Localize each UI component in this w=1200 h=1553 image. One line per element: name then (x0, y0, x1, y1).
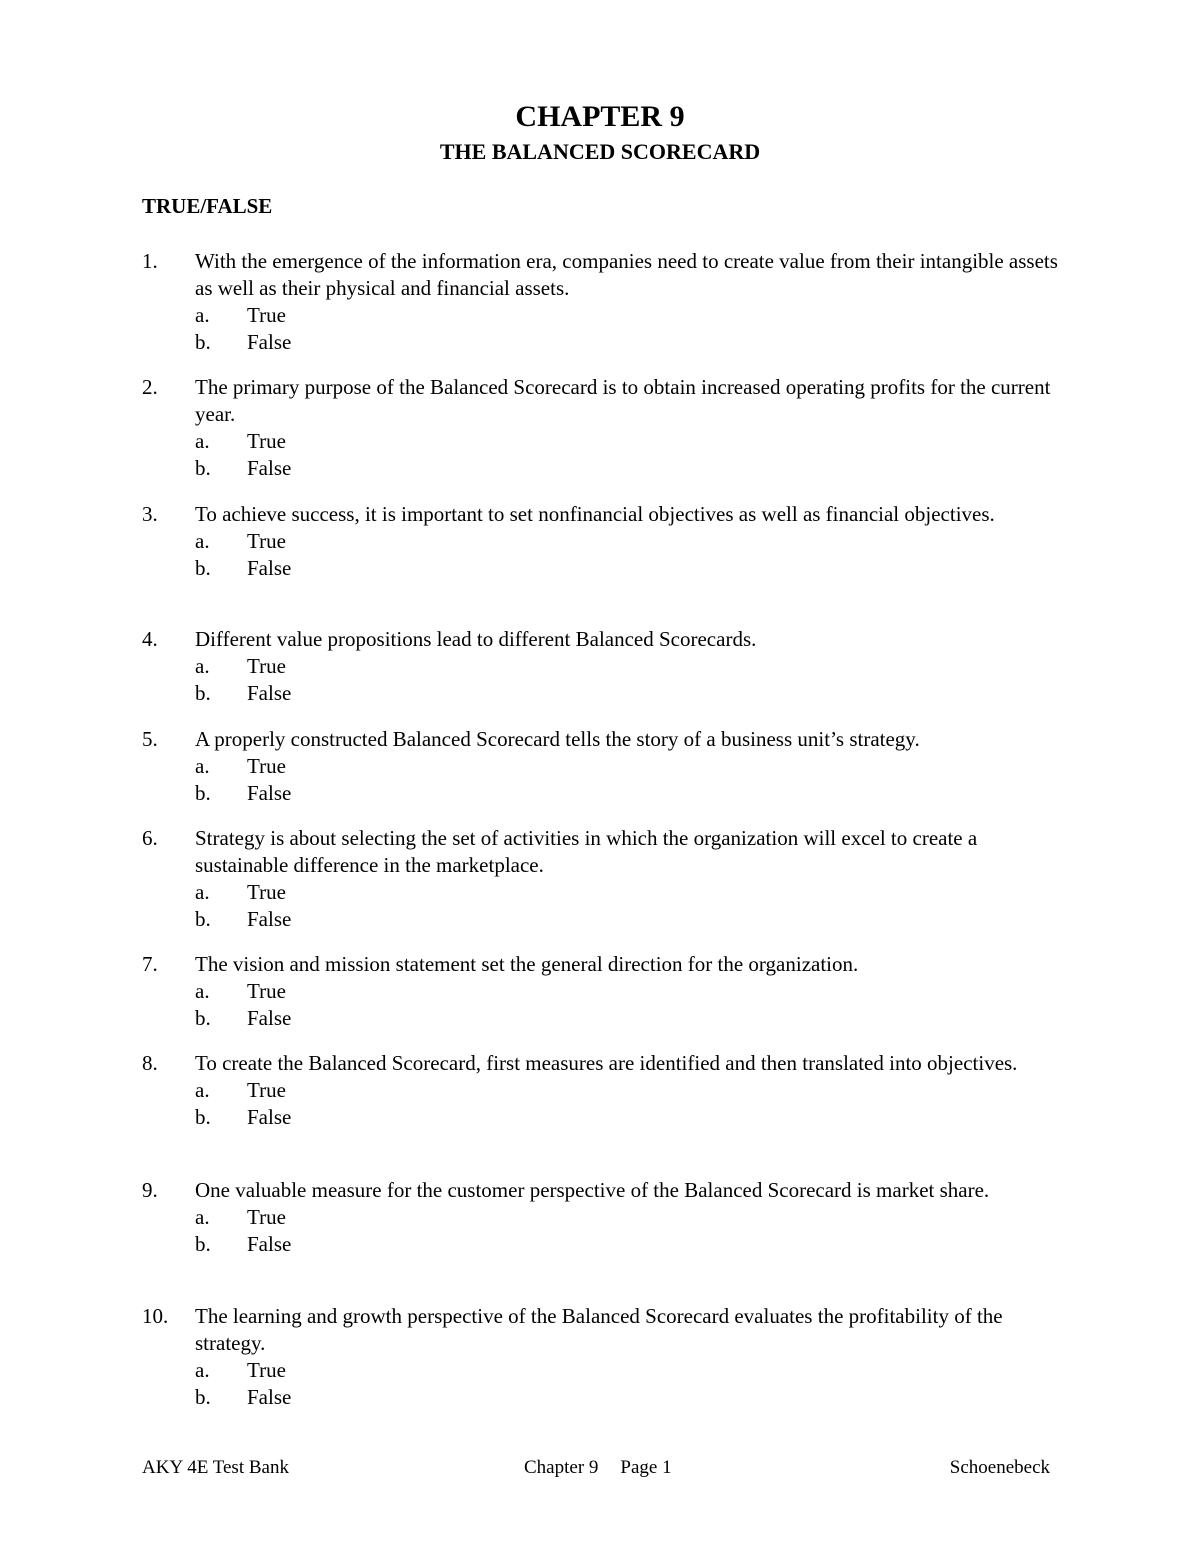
choice-text: False (247, 330, 292, 354)
question-1 (142, 248, 1062, 356)
question-number: 5. (142, 727, 158, 751)
choice-letter: a. (195, 529, 210, 553)
choice-a (195, 1357, 1062, 1384)
question-number: 3. (142, 502, 158, 526)
question-text: To create the Balanced Scorecard, first measures are identified and then translated into objectives. (195, 1051, 1018, 1075)
question-text: Different value propositions lead to different Balanced Scorecards. (195, 627, 757, 651)
choice-letter: b. (195, 330, 211, 354)
question-number: 10. (142, 1304, 169, 1328)
choice-a (195, 1204, 1062, 1231)
choice-text: False (247, 907, 292, 931)
choice-a (195, 302, 1062, 329)
footer-book-title: AKY 4E Test Bank (142, 1457, 289, 1478)
choice-text: True (247, 979, 286, 1003)
choice-b (195, 1384, 1062, 1411)
choice-b (195, 1005, 1062, 1032)
choice-a (195, 428, 1062, 455)
question-10 (142, 1303, 1062, 1411)
choice-letter: b. (195, 1232, 211, 1256)
chapter-subtitle: THE BALANCED SCORECARD (439, 139, 761, 164)
question-text: With the emergence of the information era, companies need to create value from their intangible assets as well as their physical and financial assets. (195, 249, 1058, 300)
choice-letter: a. (195, 754, 210, 778)
choice-letter: b. (195, 1105, 211, 1129)
footer-author: Schoenebeck (949, 1457, 1050, 1478)
choice-letter: a. (195, 880, 210, 904)
choice-letter: a. (195, 429, 210, 453)
choice-text: True (247, 429, 286, 453)
choice-text: False (247, 781, 292, 805)
question-6 (142, 825, 1062, 933)
choice-a (195, 1077, 1062, 1104)
choice-a (195, 528, 1062, 555)
choice-b (195, 329, 1062, 356)
chapter-title: CHAPTER 9 (515, 100, 685, 133)
choice-letter: b. (195, 556, 211, 580)
choice-letter: a. (195, 1205, 210, 1229)
choice-b (195, 680, 1062, 707)
question-number: 4. (142, 627, 158, 651)
question-4 (142, 626, 1062, 707)
choice-a (195, 978, 1062, 1005)
choice-text: False (247, 1105, 292, 1129)
choice-b (195, 906, 1062, 933)
choice-b (195, 455, 1062, 482)
question-number: 6. (142, 826, 158, 850)
choice-letter: b. (195, 1385, 211, 1409)
choice-text: True (247, 1205, 286, 1229)
question-number: 8. (142, 1051, 158, 1075)
choice-letter: a. (195, 1358, 210, 1382)
question-2 (142, 374, 1062, 482)
choice-text: True (247, 1078, 286, 1102)
question-number: 7. (142, 952, 158, 976)
choice-text: True (247, 754, 286, 778)
question-text: One valuable measure for the customer perspective of the Balanced Scorecard is market share. (195, 1178, 990, 1202)
choice-letter: a. (195, 654, 210, 678)
choice-letter: a. (195, 1078, 210, 1102)
choice-b (195, 1104, 1062, 1131)
question-5 (142, 726, 1062, 807)
choice-text: False (247, 1232, 292, 1256)
question-7 (142, 951, 1062, 1032)
footer-page-number: Page 1 (620, 1457, 672, 1478)
choice-a (195, 653, 1062, 680)
question-text: To achieve success, it is important to set nonfinancial objectives as well as financial objectives. (195, 502, 995, 526)
question-text: The vision and mission statement set the general direction for the organization. (195, 952, 859, 976)
choice-b (195, 780, 1062, 807)
question-number: 2. (142, 375, 158, 399)
question-number: 9. (142, 1178, 158, 1202)
choice-letter: a. (195, 303, 210, 327)
choice-text: True (247, 1358, 286, 1382)
question-text: The learning and growth perspective of the Balanced Scorecard evaluates the profitability of the strategy. (195, 1304, 1003, 1355)
choice-text: False (247, 1006, 292, 1030)
question-8 (142, 1050, 1062, 1131)
choice-letter: a. (195, 979, 210, 1003)
question-text: A properly constructed Balanced Scorecard tells the story of a business unit’s strategy. (195, 727, 920, 751)
footer-chapter: Chapter 9 (524, 1457, 599, 1478)
choice-letter: b. (195, 456, 211, 480)
choice-text: True (247, 880, 286, 904)
question-number: 1. (142, 249, 158, 273)
question-text: Strategy is about selecting the set of activities in which the organization will excel to create a sustainable difference in the marketplace. (195, 826, 978, 877)
choice-letter: b. (195, 907, 211, 931)
choice-text: True (247, 303, 286, 327)
question-text: The primary purpose of the Balanced Scorecard is to obtain increased operating profits for the current year. (195, 375, 1051, 426)
choice-b (195, 1231, 1062, 1258)
footer-page-info (524, 1456, 672, 1480)
question-3 (142, 501, 1062, 582)
choice-text: False (247, 681, 292, 705)
choice-letter: b. (195, 681, 211, 705)
choice-text: True (247, 529, 286, 553)
choice-letter: b. (195, 1006, 211, 1030)
section-heading: TRUE/FALSE (142, 194, 273, 218)
choice-text: True (247, 654, 286, 678)
choice-letter: b. (195, 781, 211, 805)
choice-text: False (247, 1385, 292, 1409)
choice-a (195, 753, 1062, 780)
choice-text: False (247, 456, 292, 480)
choice-b (195, 555, 1062, 582)
choice-text: False (247, 556, 292, 580)
question-9 (142, 1177, 1062, 1258)
choice-a (195, 879, 1062, 906)
